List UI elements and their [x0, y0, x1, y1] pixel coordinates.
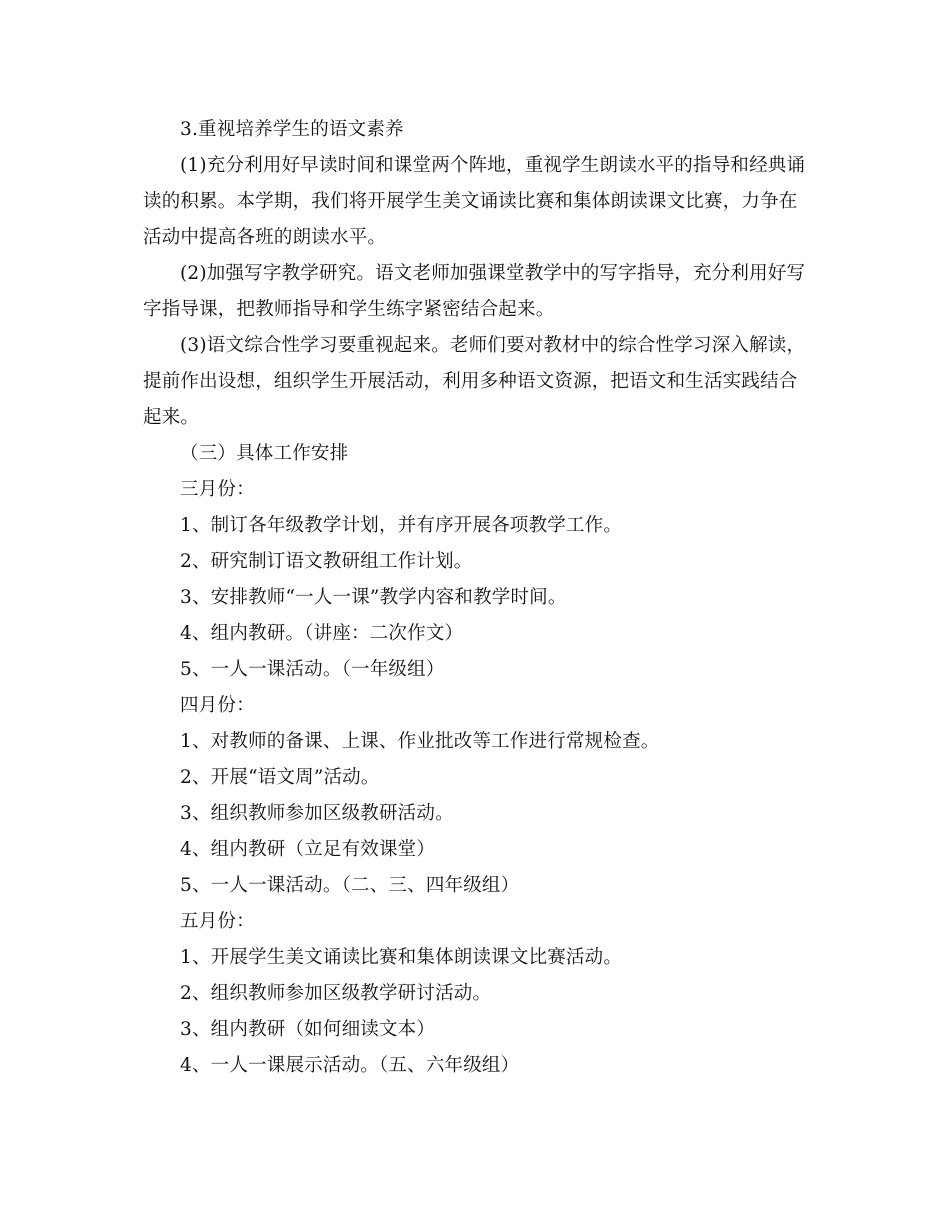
month-heading: 四月份：	[180, 695, 255, 716]
list-item: 1、对教师的备课、上课、作业批改等工作进行常规检查。	[180, 731, 660, 752]
list-item: 3、组内教研（如何细读文本）	[180, 1019, 436, 1040]
section-heading: （三）具体工作安排	[180, 443, 349, 464]
month-heading: 三月份：	[180, 479, 255, 500]
list-item: 5、一人一课活动。（二、三、四年级组）	[180, 875, 520, 896]
section-heading: 3.重视培养学生的语文素养	[180, 119, 404, 140]
list-item: 4、一人一课展示活动。（五、六年级组）	[180, 1055, 520, 1076]
list-item: 1、开展学生美文诵读比赛和集体朗读课文比赛活动。	[180, 947, 623, 968]
paragraph: (2)加强写字教学研究。语文老师加强课堂教学中的写字指导，充分利用好写字指导课，把教师指导和学生练字紧密结合起来。	[143, 263, 806, 320]
list-item: 4、组内教研。（讲座：二次作文）	[180, 623, 464, 644]
list-item: 3、安排教师“一人一课”教学内容和教学时间。	[180, 587, 567, 608]
list-item: 2、开展“语文周”活动。	[180, 767, 380, 788]
paragraph: (1)充分利用好早读时间和课堂两个阵地，重视学生朗读水平的指导和经典诵读的积累。本学期，我们将开展学生美文诵读比赛和集体朗读课文比赛，力争在活动中提高各班的朗读水平。	[143, 155, 806, 248]
list-item: 5、一人一课活动。（一年级组）	[180, 659, 445, 680]
list-item: 2、组织教师参加区级教学研讨活动。	[180, 983, 492, 1004]
month-heading: 五月份：	[180, 911, 255, 932]
list-item: 1、制订各年级教学计划，并有序开展各项教学工作。	[180, 515, 623, 536]
paragraph: (3)语文综合性学习要重视起来。老师们要对教材中的综合性学习深入解读，提前作出设想，组织学生开展活动，利用多种语文资源，把语文和生活实践结合起来。	[143, 335, 806, 428]
list-item: 4、组内教研（立足有效课堂）	[180, 839, 436, 860]
document-page	[143, 112, 810, 1084]
list-item: 2、研究制订语文教研组工作计划。	[180, 551, 473, 572]
list-item: 3、组织教师参加区级教研活动。	[180, 803, 454, 824]
